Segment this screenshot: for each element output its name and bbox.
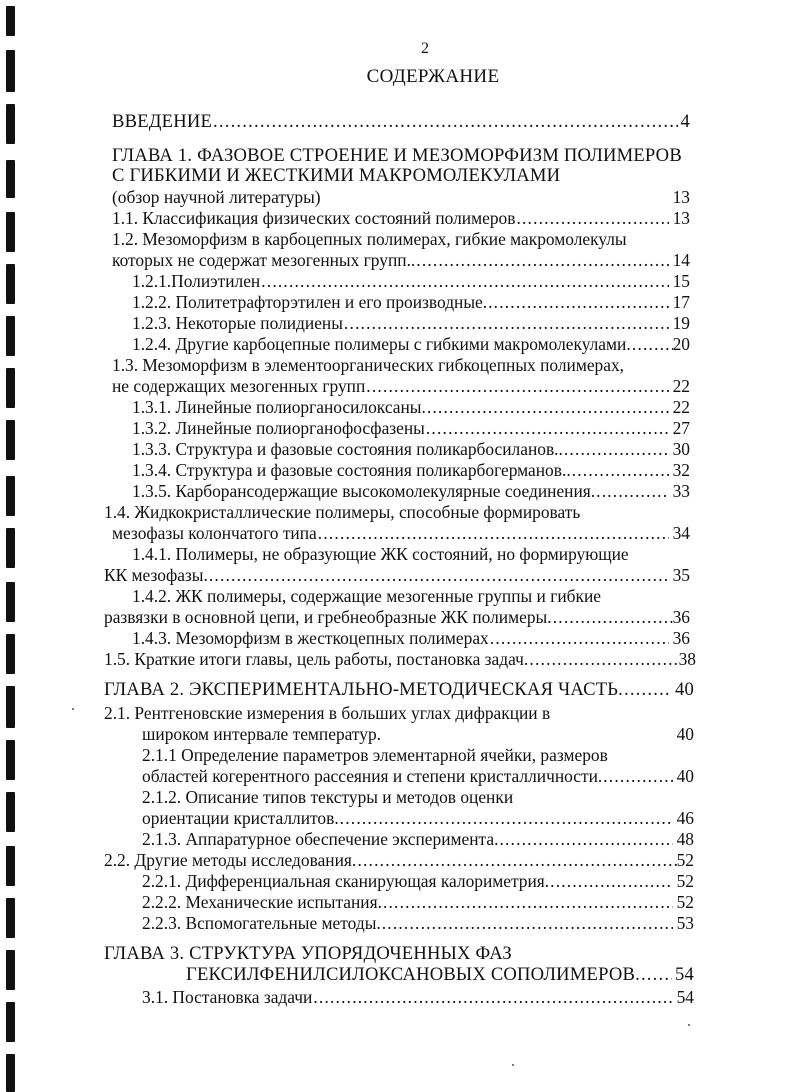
toc-entry-text: 1.5. Краткие итоги главы, цель работы, постановка задач (104, 649, 524, 669)
dot-leader (416, 250, 669, 270)
toc-entry-text: 1.3.4. Структура и фазовые состояния поликарбогерманов.. (132, 460, 571, 480)
toc-entry-page: 14 (672, 250, 690, 270)
binding-mark (6, 6, 15, 36)
binding-mark (6, 104, 15, 144)
toc-entry-text: (обзор научной литературы) (112, 187, 321, 207)
toc-entry-chapter-2[interactable] (104, 680, 694, 700)
dot-leader (382, 913, 673, 933)
toc-entry-2-2-1[interactable] (142, 871, 694, 891)
toc-entry-1-2-3[interactable] (132, 313, 690, 333)
toc-entry-page: 40 (675, 679, 694, 700)
binding-mark (6, 476, 15, 516)
dot-leader (564, 439, 669, 459)
binding-mark (6, 846, 15, 886)
dot-leader (427, 397, 669, 417)
toc-entry-text: ВВЕДЕНИЕ (112, 111, 213, 132)
toc-entry-1-2-line1[interactable]: 1.2. Мезоморфизм в карбоцепных полимерах, гибкие макромолекулы (112, 229, 627, 249)
toc-entry-2-1[interactable] (142, 724, 694, 744)
toc-entry-page: 33 (672, 481, 690, 501)
toc-entry-1-3-2[interactable] (132, 418, 690, 438)
dot-leader (626, 334, 672, 354)
dot-leader (366, 376, 669, 396)
toc-entry-intro[interactable] (112, 112, 690, 132)
binding-mark (6, 528, 15, 568)
binding-mark (6, 160, 15, 198)
toc-entry-page: 38 (678, 649, 696, 669)
dot-leader (261, 271, 669, 291)
toc-entry-1-2-1[interactable] (132, 271, 690, 291)
toc-entry-page: 30 (672, 439, 690, 459)
dot-leader (490, 628, 669, 648)
dot-leader (426, 418, 669, 438)
page-number: 2 (421, 40, 429, 57)
toc-entry-1-4-2-line1[interactable]: 1.4.2. ЖК полимеры, содержащие мезогенные группы и гибкие (132, 586, 601, 606)
toc-entry-text: ГЕКСИЛФЕНИЛСИЛОКСАНОВЫХ СОПОЛИМЕРОВ. (186, 964, 640, 985)
toc-entry-text: ориентации кристаллитов. (142, 808, 339, 828)
toc-entry-chapter-1[interactable] (112, 187, 690, 207)
dot-leader (340, 808, 673, 828)
toc-entry-text: 1.3.3. Структура и фазовые состояния поликарбосиланов.. (132, 439, 563, 459)
toc-entry-2-1-2[interactable] (142, 808, 694, 828)
dot-leader (624, 680, 672, 700)
toc-entry-1-3-1[interactable] (132, 397, 690, 417)
toc-entry-1-4-1[interactable] (104, 565, 690, 585)
toc-entry-page: 52 (676, 892, 694, 912)
toc-entry-page: 40 (676, 724, 694, 744)
toc-entry-page: 54 (676, 987, 694, 1007)
dot-leader (313, 987, 673, 1007)
toc-entry-1-3-line1[interactable]: 1.3. Мезоморфизм в элементоорганических гибкоцепных полимерах, (112, 355, 625, 375)
chapter-1-heading-cont[interactable]: С ГИБКИМИ И ЖЕСТКИМИ МАКРОМОЛЕКУЛАМИ (112, 165, 561, 186)
dot-leader (641, 965, 672, 985)
binding-mark (6, 264, 15, 304)
dot-leader (383, 892, 673, 912)
dot-leader (499, 829, 673, 849)
binding-mark (6, 1054, 15, 1092)
toc-entry-2-1-3[interactable] (142, 829, 694, 849)
toc-entry-page: 52 (676, 850, 694, 870)
toc-entry-text: 1.3.1. Линейные полиорганосилоксаны. (132, 397, 426, 417)
toc-entry-page: 17 (672, 292, 690, 312)
toc-entry-1-3-4[interactable] (132, 460, 690, 480)
toc-entry-text: 1.2.1.Полиэтилен (132, 271, 261, 291)
toc-entry-text: 1.2.2. Политетрафторэтилен и его производные. (132, 292, 488, 312)
dot-leader (213, 112, 677, 132)
toc-entry-1-4-1-line1[interactable]: 1.4.1. Полимеры, не образующие ЖК состояний, но формирующие (132, 544, 629, 564)
toc-entry-2-2[interactable] (104, 850, 694, 870)
toc-entry-1-4-line1[interactable]: 1.4. Жидкокристаллические полимеры, способные формировать (104, 502, 581, 522)
toc-entry-text: не содержащих мезогенных групп (112, 376, 366, 396)
toc-entry-text: 1.4.3. Мезоморфизм в жесткоцепных полимерах (132, 628, 489, 648)
toc-entry-page: 36 (672, 628, 690, 648)
toc-entry-text: 1.1. Классификация физических состояний полимеров (112, 208, 516, 228)
toc-entry-page: 13 (672, 187, 690, 207)
scan-speck (72, 708, 74, 710)
chapter-3-heading[interactable]: ГЛАВА 3. СТРУКТУРА УПОРЯДОЧЕННЫХ ФАЗ (104, 943, 512, 964)
toc-entry-1-3-3[interactable] (132, 439, 690, 459)
dot-leader (550, 871, 673, 891)
toc-entry-text: 2.2.1. Дифференциальная сканирующая калориметрия. (142, 871, 550, 891)
binding-mark (6, 634, 15, 674)
toc-entry-text: которых не содержат мезогенных групп.. (112, 250, 416, 270)
toc-entry-page: 34 (672, 523, 690, 543)
toc-entry-page: 15 (672, 271, 690, 291)
dot-leader (547, 607, 672, 627)
toc-entry-2-1-2-line1[interactable]: 2.1.2. Описание типов текстуры и методов оценки (142, 787, 514, 807)
dot-leader (488, 292, 669, 312)
toc-entry-2-2-2[interactable] (142, 892, 694, 912)
binding-mark (6, 950, 15, 990)
toc-entry-1-1[interactable] (112, 208, 690, 228)
scan-speck (688, 1024, 690, 1026)
toc-entry-1-2[interactable] (112, 250, 690, 270)
binding-mark (6, 212, 15, 252)
page-title: СОДЕРЖАНИЕ (366, 66, 500, 87)
toc-entry-1-4-2[interactable] (104, 607, 690, 627)
binding-mark (6, 420, 15, 460)
binding-mark (6, 792, 15, 832)
toc-entry-page: 13 (672, 208, 690, 228)
toc-entry-text: развязки в основной цепи, и гребнеобразные ЖК полимеры (104, 607, 548, 627)
toc-entry-page: 46 (676, 808, 694, 828)
toc-entry-page: 22 (672, 376, 690, 396)
binding-mark (6, 686, 15, 728)
toc-entry-page: 20 (672, 334, 690, 354)
toc-entry-page: 27 (672, 418, 690, 438)
toc-entry-text: 1.3.5. Карборансодержащие высокомолекулярные соединения. (132, 481, 596, 501)
toc-entry-text: КК мезофазы. (104, 565, 208, 585)
toc-entry-3-1[interactable] (142, 987, 694, 1007)
toc-entry-page: 48 (676, 829, 694, 849)
toc-entry-page: 22 (672, 397, 690, 417)
toc-entry-text: 1.2.4. Другие карбоцепные полимеры с гибкими макромолекулами (132, 334, 627, 354)
dot-leader (524, 649, 679, 669)
scan-binding-marks (6, 0, 18, 1092)
toc-entry-page: 54 (675, 964, 694, 985)
binding-mark (6, 898, 15, 938)
toc-entry-text: широком интервале температур. (142, 724, 382, 744)
toc-entry-page: 52 (676, 871, 694, 891)
toc-entry-page: 32 (672, 460, 690, 480)
toc-entry-1-5[interactable] (104, 649, 696, 669)
dot-leader (344, 313, 669, 333)
toc-entry-page: 53 (676, 913, 694, 933)
toc-entry-text: 2.1.3. Аппаратурное обеспечение эксперимента. (142, 829, 499, 849)
toc-entry-1-2-4[interactable] (132, 334, 690, 354)
toc-entry-2-1-line1[interactable]: 2.1. Рентгеновские измерения в больших углах дифракции в (104, 703, 551, 723)
dot-leader (318, 523, 669, 543)
toc-entry-text: 1.3.2. Линейные полиорганофосфазены (132, 418, 425, 438)
toc-entry-text: областей когерентного рассеяния и степени кристалличности. (142, 766, 603, 786)
toc-entry-page: 19 (672, 313, 690, 333)
dot-leader (603, 766, 673, 786)
toc-entry-1-4[interactable] (112, 523, 690, 543)
toc-entry-1-2-2[interactable] (132, 292, 690, 312)
scan-speck (512, 1064, 514, 1066)
toc-entry-text: 2.2.2. Механические испытания. (142, 892, 382, 912)
toc-entry-2-1-1[interactable] (142, 766, 694, 786)
toc-entry-page: 36 (672, 607, 690, 627)
toc-entry-2-2-3[interactable] (142, 913, 694, 933)
dot-leader (209, 565, 669, 585)
toc-entry-text: 3.1. Постановка задачи (142, 987, 313, 1007)
binding-mark (6, 1002, 15, 1042)
toc-entry-1-3-5[interactable] (132, 481, 690, 501)
toc-entry-text: мезофазы колончатого типа (112, 523, 317, 543)
binding-mark (6, 582, 15, 622)
dot-leader (352, 850, 677, 870)
toc-entry-page: 4 (680, 111, 690, 132)
dot-leader (572, 460, 669, 480)
binding-mark (6, 316, 15, 356)
dot-leader (596, 481, 669, 501)
toc-entry-text: 1.2.3. Некоторые полидиены (132, 313, 343, 333)
dot-leader (516, 208, 669, 228)
toc-entry-text: 2.2. Другие методы исследования (104, 850, 352, 870)
toc-entry-1-3[interactable] (112, 376, 690, 396)
toc-entry-page: 40 (676, 766, 694, 786)
toc-entry-chapter-3[interactable] (186, 965, 694, 985)
toc-entry-text: 2.2.3. Вспомогательные методы. (142, 913, 381, 933)
chapter-1-heading[interactable]: ГЛАВА 1. ФАЗОВОЕ СТРОЕНИЕ И МЕЗОМОРФИЗМ ПОЛИМЕРОВ (112, 145, 682, 166)
binding-mark (6, 740, 15, 780)
toc-entry-1-4-3[interactable] (132, 628, 690, 648)
binding-mark (6, 368, 15, 408)
toc-entry-2-1-1-line1[interactable]: 2.1.1 Определение параметров элементарной ячейки, размеров (142, 745, 608, 765)
toc-entry-text: ГЛАВА 2. ЭКСПЕРИМЕНТАЛЬНО-МЕТОДИЧЕСКАЯ ЧАСТЬ. (104, 679, 623, 700)
toc-entry-page: 35 (672, 565, 690, 585)
